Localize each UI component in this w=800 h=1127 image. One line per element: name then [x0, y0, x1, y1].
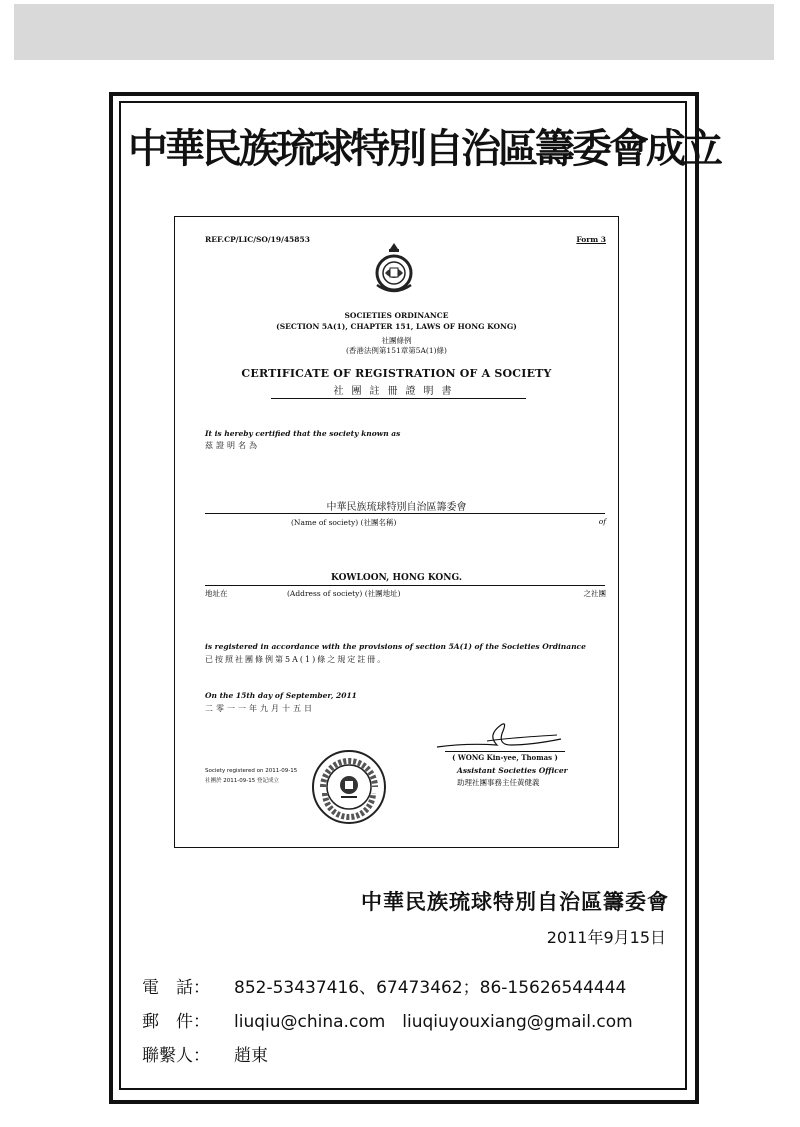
- phone-value: 852-53437416、67473462；86-15626544444: [234, 978, 627, 998]
- registration-certificate: [174, 216, 619, 848]
- society-address: KOWLOON, HONG KONG.: [331, 573, 462, 583]
- signatory-title-zh: 助理社團事務主任黃健義: [457, 778, 540, 787]
- certificate-title-en: CERTIFICATE OF REGISTRATION OF A SOCIETY: [241, 367, 552, 380]
- footer-organization-name: 中華民族琉球特別自治區籌委會: [361, 890, 669, 914]
- contact-label: 聯繫人：: [142, 1046, 210, 1066]
- email-label: 郵 件：: [142, 1012, 210, 1032]
- certify-text-en: It is hereby certified that the society known as: [205, 429, 401, 438]
- signature-icon: [427, 717, 577, 753]
- phone-label: 電 話：: [142, 978, 210, 998]
- name-label: (Name of society) (社團名稱): [291, 518, 397, 527]
- phone-line: [142, 973, 626, 998]
- address-line: [205, 585, 605, 586]
- ordinance-section-zh: (香港法例第151章第5A(1)條): [346, 346, 447, 355]
- signatory-name: ( WONG Kin-yee, Thomas ): [445, 751, 565, 762]
- registered-text-en: is registered in accordance with the provisions of section 5A(1) of the Societies Ordinance: [205, 642, 586, 651]
- small-registration-en: Society registered on 2011-09-15: [205, 768, 298, 774]
- registered-text-zh: 已按照社團條例第5A(1)條之規定註冊。: [205, 655, 388, 664]
- banner-title: 中華民族琉球特別自治區籌委會成立: [128, 126, 720, 172]
- certify-text-zh: 茲證明名為: [205, 441, 260, 450]
- signatory-title-en: Assistant Societies Officer: [457, 766, 568, 775]
- address-suffix: 之社團: [583, 589, 606, 598]
- email-line: [142, 1007, 633, 1032]
- contact-value: 趙東: [234, 1046, 268, 1066]
- scan-edge-band: [14, 4, 774, 60]
- title-underline: [271, 398, 526, 399]
- licensing-office-seal-icon: [311, 749, 387, 825]
- name-line: [205, 513, 605, 514]
- issue-date-zh: 二零一一年九月十五日: [205, 704, 315, 713]
- address-label: (Address of society) (社團地址): [287, 589, 401, 598]
- police-crest-icon: [371, 241, 417, 295]
- footer-date: 2011年9月15日: [546, 928, 666, 947]
- ordinance-title-zh: 社團條例: [381, 336, 412, 345]
- certificate-title-zh: 社團註冊證明書: [333, 386, 460, 397]
- email-value: liuqiu@china.com liuqiuyouxiang@gmail.com: [234, 1012, 633, 1032]
- issue-date-en: On the 15th day of September, 2011: [205, 691, 357, 700]
- address-prefix: 地址在: [205, 589, 228, 598]
- of-label: of: [598, 517, 606, 526]
- small-registration-zh: 社團於 2011-09-15 登記成立: [205, 778, 279, 784]
- ordinance-section-en: (SECTION 5A(1), CHAPTER 151, LAWS OF HONG KONG): [276, 322, 517, 331]
- society-name: 中華民族琉球特別自治區籌委會: [326, 502, 467, 513]
- reference-number: REF.CP/LIC/SO/19/45853: [205, 235, 310, 244]
- contact-person-line: [142, 1041, 268, 1066]
- ordinance-title-en: SOCIETIES ORDINANCE: [344, 311, 449, 320]
- form-number: Form 3: [576, 235, 606, 244]
